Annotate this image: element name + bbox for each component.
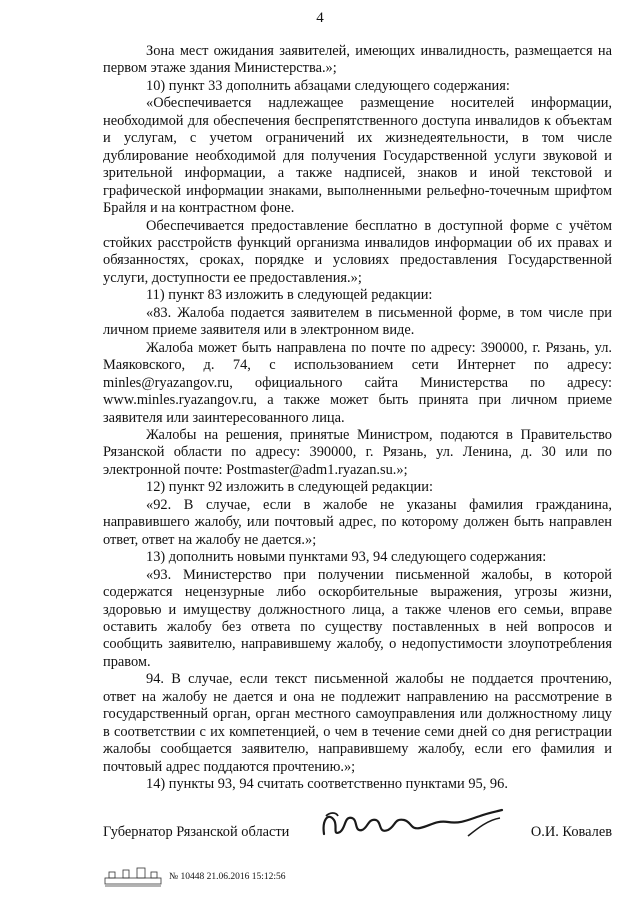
handwritten-signature	[318, 806, 508, 846]
signature-block	[103, 818, 612, 858]
registration-stamp: № 10448 21.06.2016 15:12:56	[169, 872, 286, 882]
paragraph: Жалоба может быть направлена по почте по адресу: 390000, г. Рязань, ул. Маяковского, д. 74, с использованием сети Интернет по адресу: minles@ryazangov.ru, официального сайта Министерства по адресу: www.minles.ryazangov.ru, а также может быть принята при личном приеме заявителя или заинтересованного лица.	[103, 339, 612, 426]
document-body	[103, 43, 612, 793]
paragraph: Зона мест ожидания заявителей, имеющих инвалидность, размещается на первом этаже здания Министерства.»;	[103, 43, 612, 77]
paragraph: «83. Жалоба подается заявителем в письменной форме, в том числе при личном приеме заявителя или в электронном виде.	[103, 304, 612, 339]
paragraph: 13) дополнить новыми пунктами 93, 94 следующего содержания:	[146, 549, 547, 566]
paragraph: «93. Министерство при получении письменной жалобы, в которой содержатся нецензурные либо оскорбительные выражения, угрозы жизни, здоровью и имуществу должностного лица, а также членов его семьи, вправе оставить жалобу без ответа по существу поставленных в ней вопросов и сообщить заявителю, направившему жалобу, о недопустимости злоупотребления правом.	[103, 566, 612, 670]
signatory-name: О.И. Ковалев	[530, 824, 612, 840]
paragraph: 94. В случае, если текст письменной жалобы не поддается прочтению, ответ на жалобу не дается и она не подлежит направлению на рассмотрение в государственный орган, орган местного самоуправления или должностному лицу в соответствии с их компетенцией, о чем в течение семи дней со дня регистрации жалобы сообщается заявителю, направившему жалобу, если его фамилия и почтовый адрес поддаются прочтению.»;	[103, 671, 612, 775]
paragraph: 12) пункт 92 изложить в следующей редакции:	[146, 479, 433, 496]
registration-footer	[103, 866, 403, 890]
paragraph: Обеспечивается предоставление бесплатно в доступной форме с учётом стойких расстройств функций организма инвалидов информации об их правах и обязанностях, сроках, порядке и условиях предоставления Государственной услуги, доступности ее предоставления.»;	[103, 217, 612, 286]
paragraph: 14) пункты 93, 94 считать соответственно пунктами 95, 96.	[146, 776, 508, 793]
paragraph: 10) пункт 33 дополнить абзацами следующего содержания:	[146, 77, 510, 94]
signatory-title: Губернатор Рязанской области	[103, 824, 290, 840]
page-number: 4	[316, 10, 324, 26]
paragraph: «Обеспечивается надлежащее размещение носителей информации, необходимой для обеспечения беспрепятственного доступа инвалидов к объектам и услугам, с учетом ограничений их жизнедеятельности, в том числе дублирование необходимой для получения Государственной услуги звуковой и зрительной информации, а также надписей, знаков и иной текстовой и графической информации знаками, выполненными рельефно-точечным шрифтом Брайля и на контрастном фоне.	[103, 95, 612, 217]
registry-logo-icon	[103, 866, 163, 888]
paragraph: Жалобы на решения, принятые Министром, подаются в Правительство Рязанской области по адресу: 390000, г. Рязань, ул. Ленина, д. 30 или по электронной почте: Postmaster@adm1.ryazan.su.»;	[103, 426, 612, 478]
paragraph: 11) пункт 83 изложить в следующей редакции:	[146, 287, 433, 304]
paragraph: «92. В случае, если в жалобе не указаны фамилия гражданина, направившего жалобу, или почтовый адрес, по которому должен быть направлен ответ, ответ на жалобу не дается.»;	[103, 496, 612, 548]
